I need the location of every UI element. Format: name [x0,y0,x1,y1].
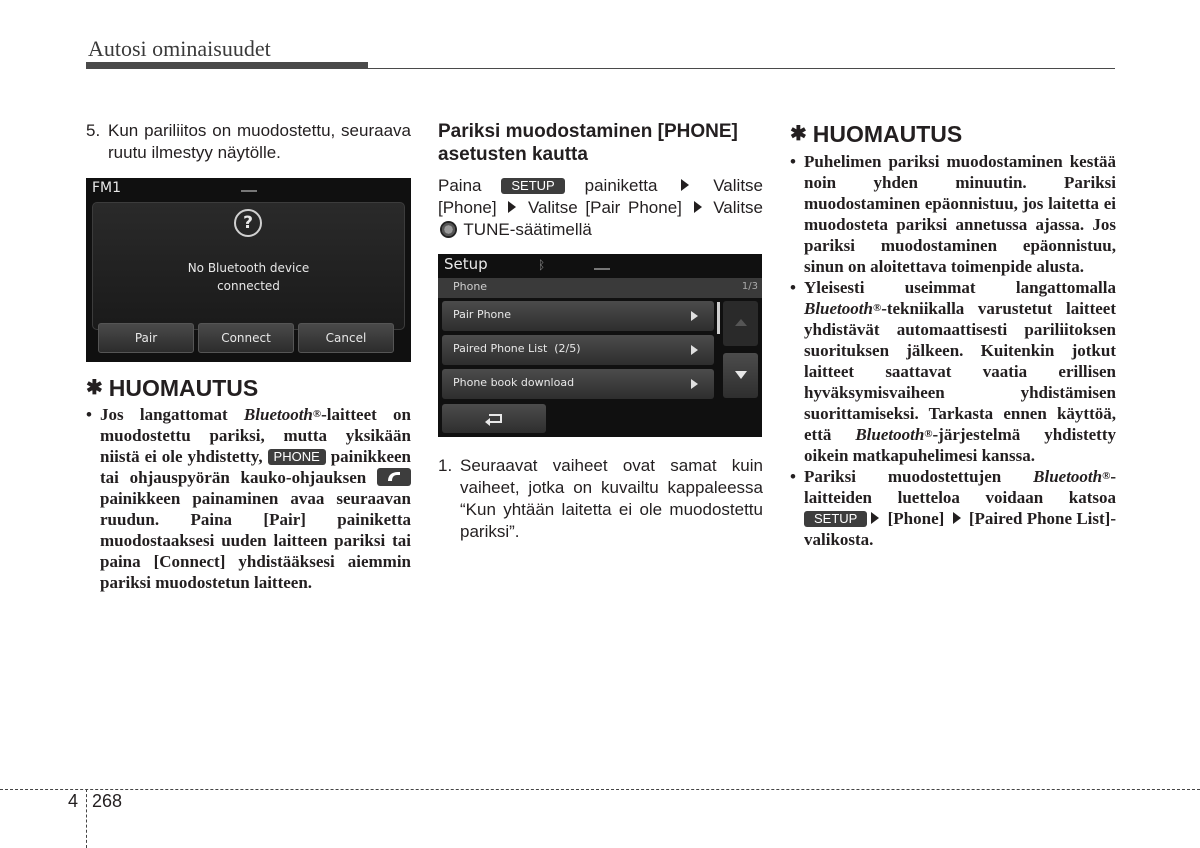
step-1-block [438,455,763,543]
pair-label: Pair [134,331,158,345]
instr-text: Valitse [705,198,763,217]
up-arrow-icon [735,319,747,326]
popup-message-line2: connected [217,279,280,293]
arrow-right-icon [694,201,702,213]
phone-key-badge: PHONE [268,449,326,465]
bluetooth-term: Bluetooth [1033,467,1103,486]
connect-label: Connect [221,331,271,345]
instr-text: painiketta [564,176,678,195]
footer-divider [86,789,87,848]
play-arrow-icon [691,345,698,355]
note-list [790,151,1116,550]
tune-knob-icon [440,221,457,238]
note-text-part: -laitteiden luetteloa voidaan katsoa [804,467,1116,507]
note-item-text [100,404,411,593]
column-right [790,120,1116,550]
page-number: 268 [92,791,123,811]
asterisk-icon: ✱ [790,123,807,145]
setup-title: Setup [444,255,488,273]
note-text-part: [Paired Phone List]-valikosta. [804,509,1116,549]
note-list [86,404,411,593]
screen-top-label: FM1 [92,180,122,196]
note-text-part: painikkeen tai ohjauspyörän kauko-ohjauksen [100,447,412,487]
setup-key-badge: SETUP [804,511,867,527]
arrow-right-icon [953,512,961,524]
arrow-right-icon [508,201,516,213]
step-number: 1. [438,456,453,475]
usb-icon [594,262,610,270]
menu-item-paired-list[interactable] [442,335,714,365]
down-arrow-icon [735,371,747,379]
pair-button[interactable] [98,323,194,353]
setup-key-badge: SETUP [501,178,564,194]
instructions [438,175,763,241]
note-text-part: -laitteet on muodostettu pariksi, mutta yksikään niistä ei ole yhdistetty, [100,405,411,466]
footer-rule [0,789,1200,790]
column-middle [438,120,763,241]
phone-handset-icon [377,468,411,486]
chapter-number: 4 [68,791,79,811]
cancel-button[interactable] [298,323,394,353]
header-rule-thick [86,62,368,69]
section-heading: Pariksi muodostaminen [PHONE] asetusten kautta [438,121,738,165]
note-text-part: -tekniikalla varustetut laitteet yhdistävät automaattisesti pariliitoksen suorituksen jälkeen. Kuitenkin jotkut laitteet saattavat vaatia erillisen hyväksymisvaiheen yhdistämisen suorittamiseksi. Tarkasta ennen käyttöä, että [804,299,1116,444]
play-arrow-icon [691,311,698,321]
note-text-part: painikkeen painaminen avaa seuraavan ruudun. Paina [Pair] painiketta muodostaaksesi uuden laitteen pariksi tai paina [Connect] yhdistääksesi aiemmin pariksi muodostetun laitteen. [100,489,411,592]
note-item [86,404,411,593]
instr-text: Paina [438,176,502,195]
step-1 [438,455,763,543]
scroll-up-button[interactable] [723,301,758,346]
menu-item-label: Paired Phone List (2/5) [453,342,581,355]
registered-mark: ® [872,302,882,314]
registered-mark: ® [312,408,322,420]
note-item [790,277,1116,466]
note-title: HUOMAUTUS [108,375,259,401]
cancel-label: Cancel [325,331,367,345]
menu-item-label: Pair Phone [453,308,512,321]
play-arrow-icon [691,379,698,389]
note-title: HUOMAUTUS [812,121,963,147]
bullet: • [790,467,796,486]
bullet: • [790,152,796,171]
step-5 [86,120,411,164]
back-arrow-icon [484,412,506,426]
step-number: 5. [86,121,101,140]
setup-phone-screen [438,254,762,437]
bullet: • [86,405,92,424]
bluetooth-term: Bluetooth [855,425,925,444]
arrow-right-icon [871,512,879,524]
arrow-right-icon [681,179,689,191]
popup-panel [92,202,405,330]
no-device-screen [86,178,411,362]
registered-mark: ® [924,428,933,440]
note-item-text: Puhelimen pariksi muodostaminen kestää noin yhden minuutin. Pariksi muodostaminen epäonnistuu, jos laitetta ei muodosteta pariksi annetussa ajassa. Jos pariksi muodostaminen epäonnistuu, sinun on aloitettava toimenpide alusta. [804,152,1116,276]
note-item [790,466,1116,550]
column-left [86,120,411,164]
instr-text: Valitse [Pair Phone] [520,198,690,217]
tab-phone[interactable]: Phone [453,280,488,293]
registered-mark: ® [1102,470,1111,482]
note-text-part: Yleisesti useimmat langattomalla [804,278,1116,297]
note-item-text [804,466,1116,550]
bluetooth-icon: ᛒ [538,258,546,272]
note-text-part: Jos langattomat [100,405,244,424]
instr-text: Valitse [Phone] [438,176,763,217]
step-text: Seuraavat vaiheet ovat samat kuin vaiheet, jotka on kuvailtu kappaleessa “Kun yhtään laitetta ei ole muodostettu pariksi”. [460,456,763,541]
note-item [790,151,1116,277]
header-rule-thin [368,68,1115,69]
connect-button[interactable] [198,323,294,353]
step-text: Kun pariliitos on muodostettu, seuraava ruutu ilmestyy näytölle. [108,121,411,162]
note-text-part: -järjestelmä yhdistetty oikein matkapuhelimesi kanssa. [804,425,1116,465]
menu-item-label: Phone book download [453,376,575,389]
bluetooth-term: Bluetooth [243,405,313,424]
scrollbar[interactable] [717,302,720,334]
back-button[interactable] [442,404,546,433]
note-text-part: [Phone] [883,509,949,528]
note-text-part: Pariksi muodostettujen [804,467,1034,486]
note-left [86,374,411,593]
instr-text: TUNE-säätimellä [459,220,592,239]
note-heading [86,374,411,402]
scroll-down-button[interactable] [723,353,758,398]
asterisk-icon: ✱ [86,377,103,399]
bluetooth-term: Bluetooth [804,299,873,318]
page-indicator: 1/3 [741,281,758,292]
tab-bar [438,278,762,298]
popup-message-line1: No Bluetooth device [187,261,310,275]
menu-item-pair-phone[interactable] [442,301,714,331]
bullet: • [790,278,796,297]
note-item-text [804,277,1116,466]
menu-item-phonebook[interactable] [442,369,714,399]
running-header: Autosi ominaisuudet [88,36,271,61]
question-icon: ? [234,209,262,237]
note-heading [790,120,1116,148]
usb-icon [241,184,257,192]
